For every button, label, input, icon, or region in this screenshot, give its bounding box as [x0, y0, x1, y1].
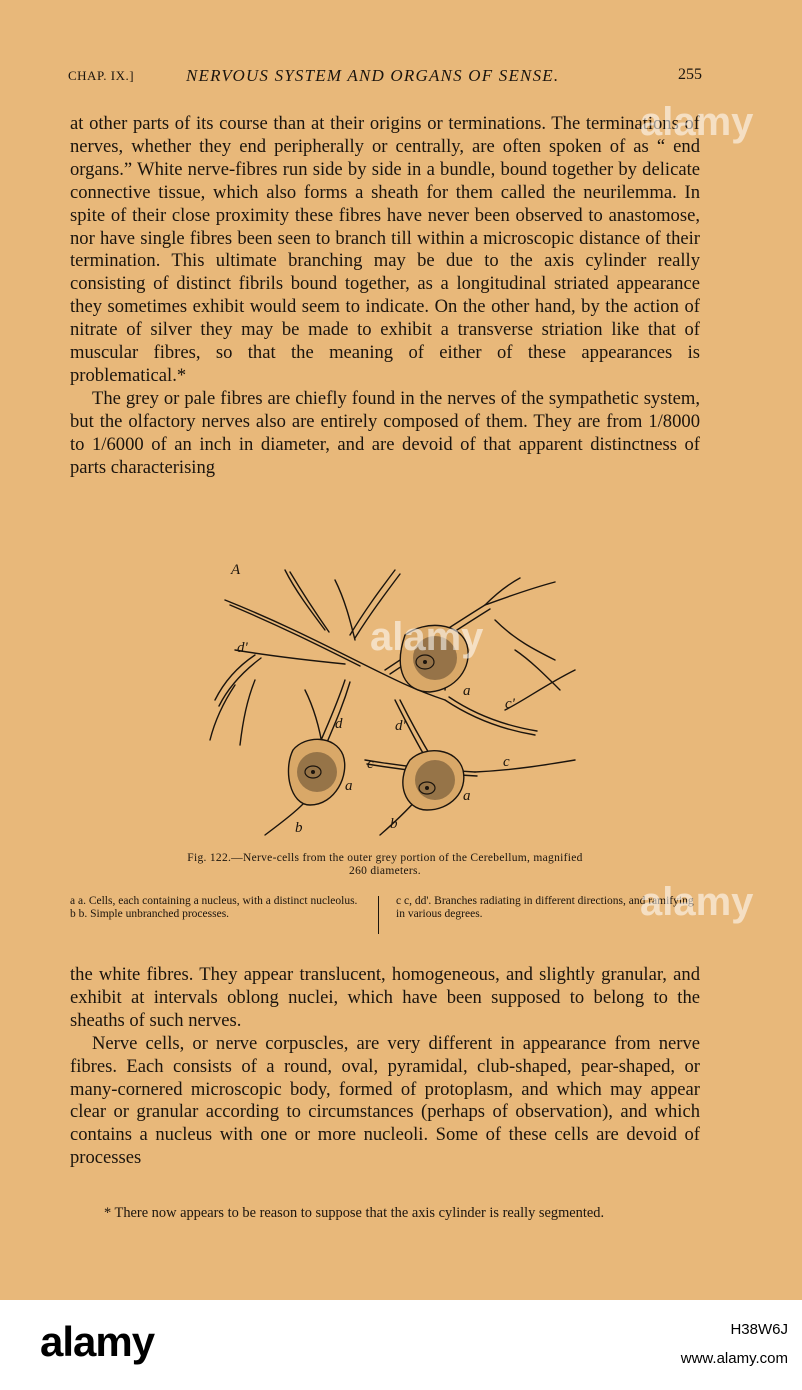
- figure-label-a-left: a: [345, 778, 353, 794]
- figure-label-b-right: b: [390, 816, 398, 832]
- figure-caption-line-2: 260 diameters.: [349, 865, 421, 877]
- figure-label-d: d: [335, 716, 343, 732]
- paragraph-4: Nerve cells, or nerve corpuscles, are very different in appearance from nerve fibres. Each consists of a round, oval, pyramidal, club-shaped, pear-shaped, or many-cornered microscopic body, formed of protoplasm, and which may appear clear or granular according to circumstances (perhaps of observation), and which contains a nucleus with one or more nucleoli. Some of these cells are devoid of processes: [70, 1032, 700, 1169]
- legend-branches: c c, dd'. Branches radiating in different directions, and ramifying in various degrees.: [396, 895, 694, 920]
- nerve-cells-figure: [195, 560, 595, 845]
- figure-label-c-left: c: [367, 756, 374, 772]
- figure-label-c-prime: c': [505, 696, 515, 712]
- body-text-top: [70, 113, 700, 480]
- figure-label-a-right: a: [463, 788, 471, 804]
- figure-label-A: A: [231, 562, 241, 578]
- watermark-url: www.alamy.com: [680, 1350, 788, 1367]
- figure-label-a-top: a: [463, 683, 471, 699]
- legend-divider: [378, 896, 379, 934]
- paragraph-3: the white fibres. They appear translucent, homogeneous, and slightly granular, and exhibit at intervals oblong nuclei, which have been supposed to belong to the sheaths of such nerves.: [70, 964, 700, 1031]
- running-header: [68, 66, 702, 86]
- figure-label-d-prime-left: d': [237, 640, 248, 656]
- figure-legend-left: [70, 895, 370, 921]
- body-text-bottom: [70, 964, 700, 1170]
- watermark-logo: alamy: [40, 1318, 155, 1365]
- paragraph-2: The grey or pale fibres are chiefly found in the nerves of the sympathetic system, but the olfactory nerves also are entirely composed of them. They are from 1/8000 to 1/6000 of an inch in diameter, and are devoid of that apparent distinctness of parts characterising: [70, 387, 700, 478]
- figure-caption: [70, 852, 700, 878]
- watermark-stamp-top: alamy: [640, 100, 754, 144]
- paragraph-1: at other parts of its course than at their origins or terminations. The terminations of nerves, whether they end peripherally or centrally, are often spoken of as “ end organs.” White nerve-fibres run side by side in a bundle, bound together by delicate connective tissue, which also forms a sheath for them called the neurilemma. In spite of their close proximity these fibres have never been observed to anastomose, nor have single fibres been seen to branch till within a microscopic distance of their termination. This ultimate branching may be due to the axis cylinder really consisting of distinct fibrils bound together, as a longitudinal striated appearance they sometimes exhibit would seem to indicate. On the other hand, by the action of nitrate of silver they may be made to exhibit a transverse striation like that of muscular fibres, so that the meaning of either of these appearances is problematical.*: [70, 113, 700, 386]
- figure-label-b-left: b: [295, 820, 303, 836]
- watermark-image-id: H38W6J: [730, 1321, 788, 1338]
- watermark-stamp-right: alamy: [640, 880, 754, 924]
- legend-processes: b b. Simple unbranched processes.: [70, 908, 230, 920]
- chapter-label: CHAP. IX.]: [68, 68, 135, 83]
- watermark-bar: [0, 1300, 802, 1390]
- page-number: 255: [678, 66, 702, 83]
- running-title: NERVOUS SYSTEM AND ORGANS OF SENSE.: [186, 66, 560, 85]
- footnote: * There now appears to be reason to suppose that the axis cylinder is really segmented.: [104, 1205, 605, 1221]
- nerve-cells-illustration: [195, 560, 595, 845]
- figure-label-c-right: c: [503, 754, 510, 770]
- watermark-stamp-middle: alamy: [370, 615, 484, 659]
- legend-cells: a a. Cells, each containing a nucleus, with a distinct nucleolus.: [70, 895, 358, 907]
- figure-label-d-prime-center: d': [395, 718, 406, 734]
- figure-caption-line-1: Fig. 122.—Nerve-cells from the outer grey portion of the Cerebellum, magnified: [187, 852, 583, 864]
